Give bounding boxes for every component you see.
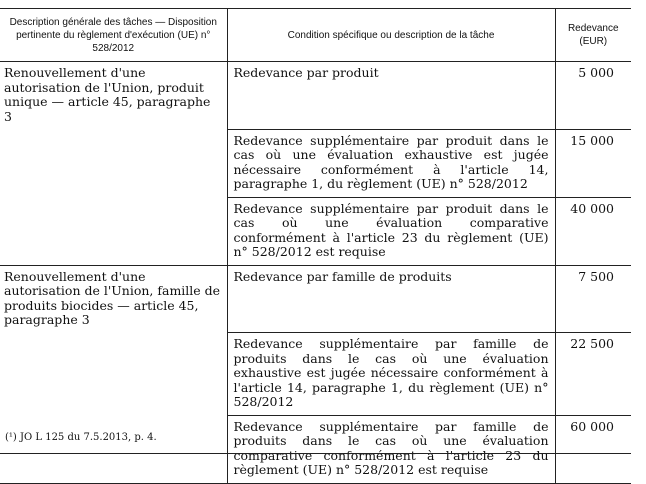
cell-description: Renouvellement d'une autorisation de l'Union, produit unique — article 45, paragraphe 3 (4, 65, 211, 124)
cell-description (0, 333, 227, 416)
cell-condition: Redevance supplémentaire par famille de produits dans le cas où une évaluation exhaustive est jugée nécessaire conformément à l'article 14, paragraphe 1, du règlement (UE) n° 528/2012 (227, 333, 555, 416)
cell-fee: 40 000 (555, 197, 631, 265)
cell-fee: 60 000 (555, 415, 631, 483)
cell-description (0, 197, 227, 265)
cell-condition: Redevance supplémentaire par famille de produits dans le cas où une évaluation comparative conformément à l'article 23 du règlement (UE) n° 528/2012 est requise (227, 415, 555, 483)
cell-condition: Redevance par famille de produits (227, 265, 555, 333)
footnote (5, 432, 157, 443)
cell-condition: Redevance supplémentaire par produit dans le cas où une évaluation exhaustive est jugée nécessaire conformément à l'article 14, paragraphe 1, du règlement (UE) n° 528/2012 (227, 129, 555, 197)
cell-description (0, 129, 227, 197)
cell-fee: 7 500 (555, 265, 631, 333)
cell-description (0, 415, 227, 483)
table-row (0, 62, 631, 130)
table-row (0, 333, 631, 416)
cell-fee: 22 500 (555, 333, 631, 416)
footnote-marker: (¹) (5, 432, 17, 443)
header-fee: Redevance (EUR) (555, 9, 631, 62)
cell-condition: Redevance supplémentaire par produit dans le cas où une évaluation comparative conformément à l'article 23 du règlement (UE) n° 528/2012 est requise (227, 197, 555, 265)
footer-rule (0, 453, 631, 454)
fee-table (0, 8, 631, 484)
cell-fee: 5 000 (555, 62, 631, 130)
header-description: Description générale des tâches — Disposition pertinente du règlement d'exécution (UE) n° 528/2012 (0, 9, 227, 62)
cell-description: Renouvellement d'une autorisation de l'Union, famille de produits biocides — article 45, paragraphe 3 (4, 268, 221, 327)
footnote-text: JO L 125 du 7.5.2013, p. 4. (20, 432, 157, 443)
table-row (0, 197, 631, 265)
table-row (0, 265, 631, 333)
table-header-row (0, 9, 631, 62)
table-row (0, 129, 631, 197)
table-row (0, 415, 631, 483)
header-condition: Condition spécifique ou description de la tâche (227, 9, 555, 62)
cell-condition: Redevance par produit (227, 62, 555, 130)
cell-fee: 15 000 (555, 129, 631, 197)
